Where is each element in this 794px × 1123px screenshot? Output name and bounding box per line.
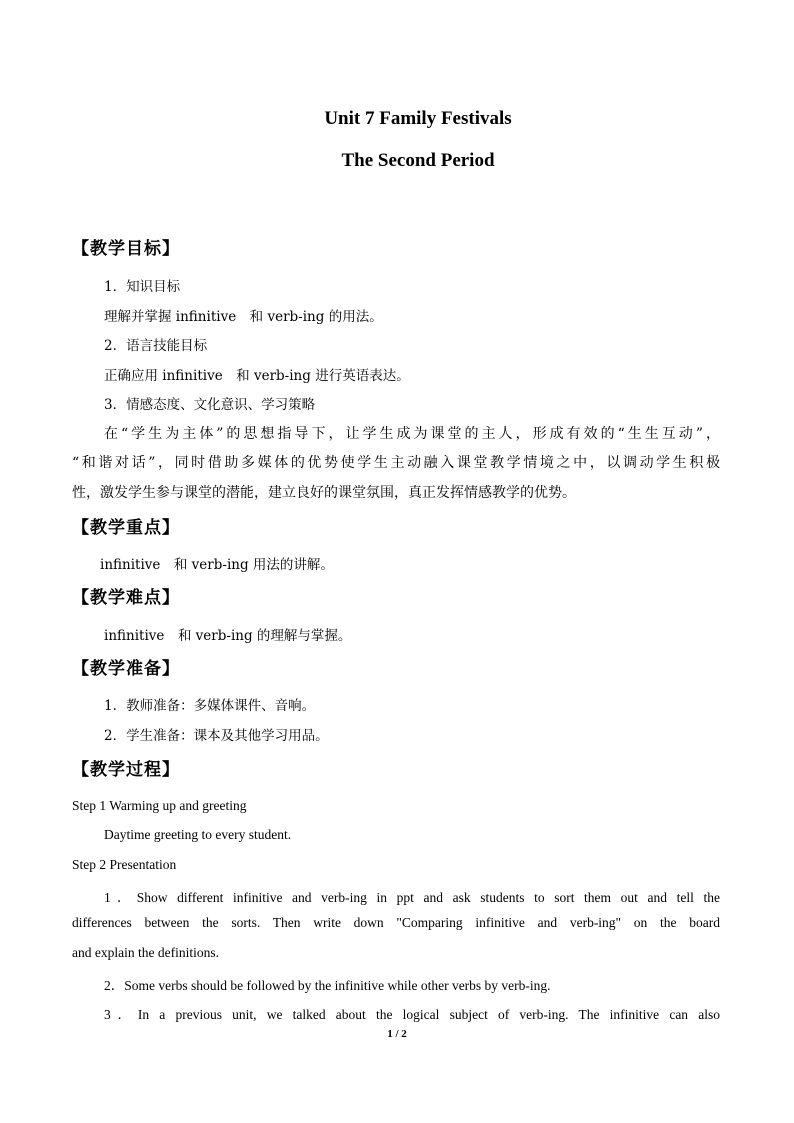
step-1-heading: Step 1 Warming up and greeting	[72, 798, 247, 813]
step-2-para-2: 2．Some verbs should be followed by the infinitive while other verbs by verb-ing.	[104, 978, 551, 993]
objective-2-label: 2．语言技能目标	[104, 338, 208, 354]
difficulties-text: infinitive 和 verb-ing 的理解与掌握。	[104, 628, 352, 644]
page-number: 1 / 2	[387, 1028, 407, 1040]
preparation-item-1: 1．教师准备：多媒体课件、音响。	[104, 698, 316, 714]
objective-3-line-3: 性，激发学生参与课堂的潜能，建立良好的课堂氛围，真正发挥情感教学的优势。	[72, 485, 576, 501]
section-heading-key-points: 【教学重点】	[72, 518, 180, 538]
section-heading-objectives: 【教学目标】	[72, 239, 180, 259]
objective-3-line-2: “和谐对话”，同时借助多媒体的优势使学生主动融入课堂教学情境之中，以调动学生积极	[72, 455, 720, 471]
step-2-para-1-line-1: 1．Show different infinitive and verb-ing in ppt and ask students to sort them out and tell the	[104, 890, 720, 905]
key-points-text: infinitive 和 verb-ing 用法的讲解。	[100, 557, 334, 573]
objective-3-line-1: 在“学生为主体”的思想指导下，让学生成为课堂的主人，形成有效的“生生互动”，	[104, 426, 720, 442]
section-heading-difficulties: 【教学难点】	[72, 588, 180, 608]
objective-2-text: 正确应用 infinitive 和 verb-ing 进行英语表达。	[104, 368, 410, 384]
preparation-item-2: 2．学生准备：课本及其他学习用品。	[104, 728, 329, 744]
step-2-heading: Step 2 Presentation	[72, 857, 177, 872]
step-2-para-1-line-2: differences between the sorts. Then write down "Comparing infinitive and verb-ing" on the board	[72, 915, 720, 930]
document-title: Unit 7 Family Festivals	[324, 108, 512, 129]
objective-3-label: 3．情感态度、文化意识、学习策略	[104, 397, 316, 413]
step-2-para-3-line-1: 3．In a previous unit, we talked about the logical subject of verb-ing. The infinitive can also	[104, 1007, 720, 1022]
section-heading-preparation: 【教学准备】	[72, 659, 180, 679]
objective-1-label: 1．知识目标	[104, 279, 181, 295]
document-subtitle: The Second Period	[341, 150, 495, 171]
section-heading-process: 【教学过程】	[72, 760, 180, 780]
step-2-para-1-line-3: and explain the definitions.	[72, 945, 219, 960]
objective-1-text: 理解并掌握 infinitive 和 verb-ing 的用法。	[104, 309, 383, 325]
step-1-text: Daytime greeting to every student.	[104, 827, 292, 842]
